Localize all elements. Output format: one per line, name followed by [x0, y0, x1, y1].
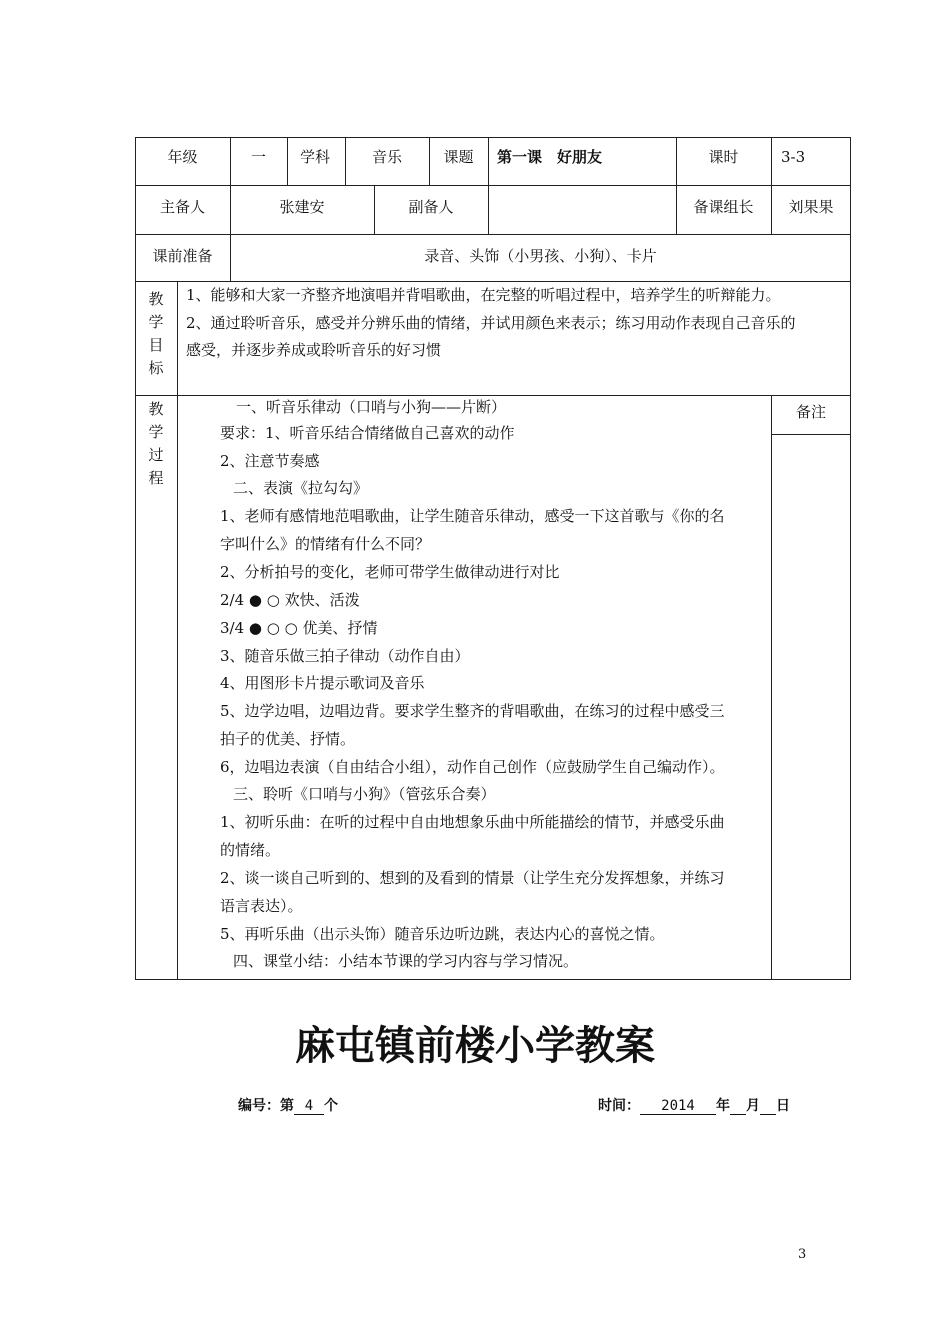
col-divider — [771, 137, 772, 185]
process-line: 1、初听乐曲：在听的过程中自由地想象乐曲中所能描绘的情节，并感受乐曲 — [220, 813, 725, 831]
process-line: 4、用图形卡片提示歌词及音乐 — [220, 674, 425, 692]
month-blank — [730, 1098, 746, 1115]
time-label: 时间： — [598, 1098, 640, 1114]
col-divider — [287, 137, 288, 185]
day-unit: 日 — [776, 1098, 790, 1114]
goal-line: 感受，并逐步养成或聆听音乐的好习惯 — [186, 341, 442, 359]
process-line: 拍子的优美、抒情。 — [220, 730, 356, 748]
table-border-top — [135, 137, 851, 138]
page-title: 麻屯镇前楼小学教案 — [295, 1023, 655, 1069]
goal-line: 1、能够和大家一齐整齐地演唱并背唱歌曲，在完整的听唱过程中，培养学生的听辩能力。 — [186, 286, 781, 304]
number-suffix: 个 — [324, 1098, 338, 1114]
process-line: 6，边唱边表演（自由结合小组），动作自己创作（应鼓励学生自己编动作）。 — [220, 758, 725, 776]
row-divider — [135, 234, 851, 235]
process-label-char: 程 — [148, 469, 164, 487]
lesson-date — [598, 1095, 790, 1115]
year-unit: 年 — [716, 1098, 730, 1114]
pre-class-prep-label: 课前准备 — [152, 247, 213, 265]
col-divider — [488, 185, 489, 234]
number-value: 4 — [294, 1098, 324, 1115]
subject-value: 音乐 — [371, 148, 402, 166]
pre-class-prep-value: 录音、头饰（小男孩、小狗）、卡片 — [424, 247, 657, 265]
process-line: 1、老师有感情地范唱歌曲，让学生随音乐律动，感受一下这首歌与《你的名 — [220, 507, 725, 525]
remark-divider — [771, 434, 851, 435]
col-divider — [177, 281, 178, 979]
process-line: 二、表演《拉勾勾》 — [233, 479, 369, 497]
process-line: 2、注意节奏感 — [220, 452, 320, 470]
row-divider — [135, 281, 851, 282]
goal-line: 2、通过聆听音乐，感受并分辨乐曲的情绪，并试用颜色来表示；练习用动作表现自己音乐的 — [186, 314, 796, 332]
grade-label: 年级 — [167, 148, 198, 166]
goals-label-char: 目 — [148, 336, 164, 354]
row-divider — [135, 395, 851, 396]
vice-preparer-label: 副备人 — [408, 198, 454, 216]
goals-label-char: 教 — [148, 290, 164, 308]
process-line: 5、边学边唱，边唱边背。要求学生整齐的背唱歌曲，在练习的过程中感受三 — [220, 702, 725, 720]
preparer-label: 主备人 — [159, 198, 205, 216]
goals-label-char: 学 — [148, 313, 164, 331]
group-leader-value: 刘果果 — [788, 198, 834, 216]
goals-label — [145, 288, 167, 380]
process-label-char: 教 — [148, 400, 164, 418]
process-line: 一、听音乐律动（口哨与小狗——片断） — [236, 398, 507, 416]
period-label: 课时 — [708, 148, 739, 166]
preparer-value: 张建安 — [279, 198, 325, 216]
topic-label: 课题 — [443, 148, 474, 166]
remark-label: 备注 — [795, 403, 826, 421]
month-unit: 月 — [746, 1098, 760, 1114]
grade-value: 一 — [250, 148, 266, 166]
process-line: 四、课堂小结：小结本节课的学习内容与学习情况。 — [233, 952, 579, 970]
number-prefix: 第 — [280, 1098, 294, 1114]
lesson-number — [238, 1095, 338, 1115]
process-line: 2/4 ● ○ 欢快、活泼 — [220, 591, 360, 609]
process-line: 2、分析拍号的变化，老师可带学生做律动进行对比 — [220, 563, 560, 581]
process-line: 字叫什么》的情绪有什么不同？ — [220, 535, 431, 553]
col-divider — [771, 395, 772, 979]
process-label-char: 过 — [148, 446, 164, 464]
process-line: 5、再听乐曲（出示头饰）随音乐边听边跳，表达内心的喜悦之情。 — [220, 925, 665, 943]
group-leader-label: 备课组长 — [693, 198, 754, 216]
period-value: 3-3 — [781, 148, 806, 166]
year-value: 2014 — [640, 1098, 716, 1115]
process-line: 三、聆听《口哨与小狗》（管弦乐合奏） — [233, 785, 496, 803]
process-label — [145, 398, 167, 490]
row-divider — [135, 185, 851, 186]
col-divider — [488, 137, 489, 185]
subject-label: 学科 — [300, 148, 331, 166]
table-border-bottom — [135, 979, 851, 980]
process-line: 的情绪。 — [220, 841, 281, 859]
topic-value: 第一课 好朋友 — [497, 148, 603, 166]
process-line: 3/4 ● ○ ○ 优美、抒情 — [220, 619, 378, 637]
page-number: 3 — [798, 1247, 807, 1262]
goals-label-char: 标 — [148, 359, 164, 377]
process-label-char: 学 — [148, 423, 164, 441]
day-blank — [760, 1098, 776, 1115]
number-label: 编号： — [238, 1098, 280, 1114]
process-line: 2、谈一谈自己听到的、想到的及看到的情景（让学生充分发挥想象，并练习 — [220, 869, 725, 887]
process-line: 3、随音乐做三拍子律动（动作自由） — [220, 647, 470, 665]
process-line: 语言表达）。 — [220, 897, 303, 915]
process-line: 要求：1、听音乐结合情绪做自己喜欢的动作 — [220, 424, 515, 442]
